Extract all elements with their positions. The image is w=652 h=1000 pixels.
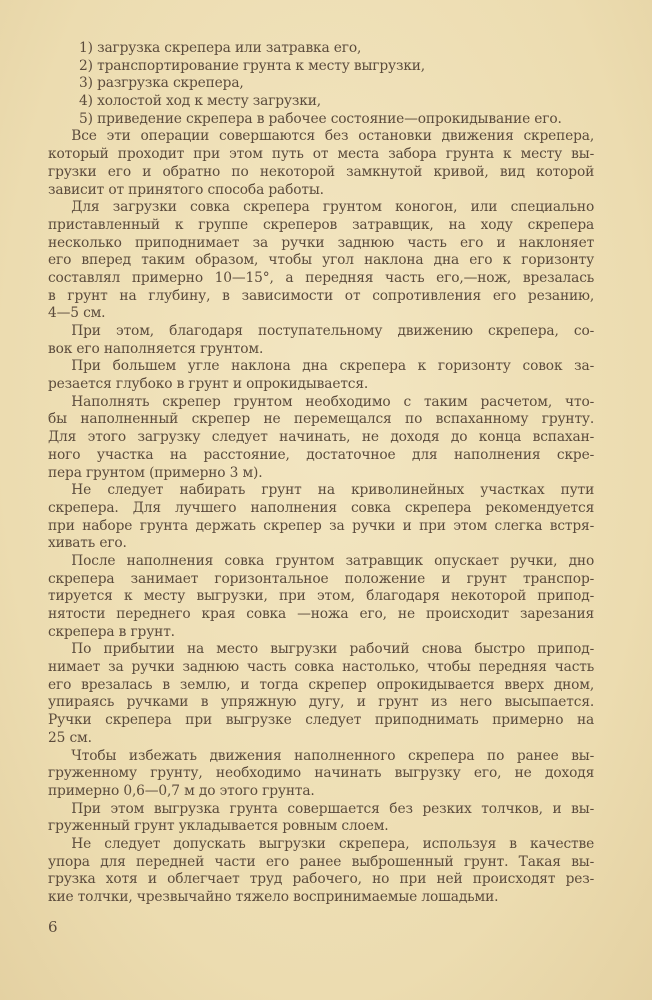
paragraph [48,323,611,358]
text-line: груженному грунту, необходимо начинать выгрузку его, не доходя [48,765,595,782]
paragraph [48,358,611,393]
paragraph [48,482,611,553]
text-line: При большем угле наклона дна скрепера к горизонту совок за- [71,358,595,375]
text-line: скрепера в грунт. [48,623,175,640]
text-line: зависит от принятого способа работы. [48,181,324,198]
text-line: приставленный к группе скреперов затравщик, на ходу скрепера [48,216,595,233]
text-line: При этом выгрузка грунта совершается без резких толчков, и вы- [71,800,595,817]
paragraph [48,641,611,747]
text-line: скрепера. Для лучшего наполнения совка скрепера рекомендуется [48,499,595,516]
text-line: Не следует набирать грунт на криволинейных участках пути [71,482,595,499]
text-line: Для этого загрузку следует начинать, не доходя до конца вспахан- [48,429,595,446]
text-line: При этом, благодаря поступательному движению скрепера, со- [71,323,595,339]
paragraph [48,394,611,482]
text-line: Все эти операции совершаются без остановки движения скрепера, [71,128,595,145]
text-line: при наборе грунта держать скрепер за ручки и при этом слегка встря- [48,517,595,534]
text-line: Наполнять скрепер грунтом необходимо с таким расчетом, что- [71,393,595,410]
paragraph [48,836,611,907]
text-line: скрепера занимает горизонтальное положение и грунт транспор- [48,570,595,587]
text-line: который проходит при этом путь от места забора грунта к месту вы- [48,146,595,163]
text-line: 4—5 см. [48,305,106,322]
paragraph [48,801,611,836]
list-item: 3) разгрузка скрепера, [79,75,244,92]
text-line: Ручки скрепера при выгрузке следует приподнимать примерно на [48,712,595,729]
paragraph [48,553,611,641]
text-line: в грунт на глубину, в зависимости от сопротивления его резанию, [48,287,595,304]
text-line: вок его наполняется грунтом. [48,340,264,357]
text-line: его вперед таким образом, чтобы угол наклона дна его к горизонту [48,252,595,269]
text-line: упираясь ручками в упряжную дугу, и грунт из него высыпается. [48,694,595,711]
list-item: 2) транспортирование грунта к месту выгрузки, [79,57,426,74]
text-line: бы наполненный скрепер не перемещался по вспаханному грунту. [48,411,595,428]
text-line: Чтобы избежать движения наполненного скрепера по ранее вы- [71,747,595,764]
text-line: Для загрузки совка скрепера грунтом коногон, или специально [71,199,595,216]
text-line: грузка хотя и облегчает труд рабочего, но при ней происходят рез- [48,871,595,888]
list-item: 4) холостой ход к месту загрузки, [79,93,321,110]
text-line: составлял примерно 10—15°, а передняя часть его,—нож, врезалась [48,269,595,286]
text-line: ного участка на расстояние, достаточное для наполнения скре- [48,446,595,463]
page-body-text [48,40,611,907]
text-line: грузки его и обратно по некоторой замкнутой кривой, вид которой [48,163,595,180]
page-number: 6 [48,918,58,936]
text-line: резается глубоко в грунт и опрокидывается. [48,376,369,393]
list-item: 1) загрузка скрепера или затравка его, [79,40,362,56]
text-line: пера грунтом (примерно 3 м). [48,464,263,481]
text-line: кие толчки, чрезвычайно тяжело воспринимаемые лошадьми. [48,889,499,905]
paragraph [48,748,611,801]
text-line: После наполнения совка грунтом затравщик опускает ручки, дно [71,552,595,569]
text-line: несколько приподнимает за ручки заднюю часть его и наклоняет [48,234,595,251]
text-line: груженный грунт укладывается ровным слоем. [48,818,389,835]
paragraph [48,199,611,323]
text-line: 25 см. [48,729,92,746]
list-item: 5) приведение скрепера в рабочее состояние—опрокидывание его. [79,110,562,127]
text-line: тируется к месту выгрузки, при этом, благодаря некоторой припод- [48,588,595,605]
paragraph [48,128,611,199]
text-line: его врезалась в землю, и тогда скрепер опрокидывается вверх дном, [48,676,595,693]
text-line: примерно 0,6—0,7 м до этого грунта. [48,782,315,799]
text-line: нимает за ручки заднюю часть совка настолько, чтобы передняя часть [48,659,595,676]
text-line: Не следует допускать выгрузки скрепера, используя в качестве [71,835,595,852]
text-line: упора для передней части его ранее выброшенный грунт. Такая вы- [48,853,595,870]
text-line: По прибытии на место выгрузки рабочий снова быстро припод- [71,641,595,658]
text-line: нятости переднего края совка —ножа его, не происходит зарезания [48,606,595,622]
text-line: хивать его. [48,535,127,552]
